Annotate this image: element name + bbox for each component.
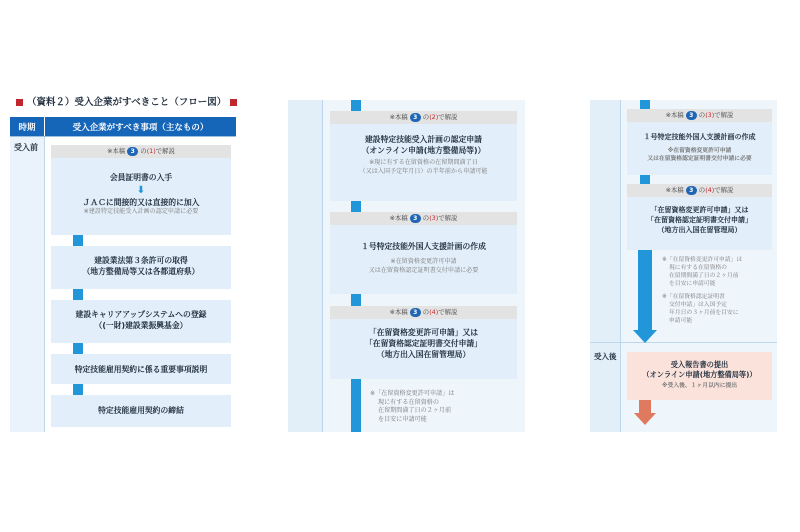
down-arrow-icon bbox=[633, 330, 657, 343]
flow-connector bbox=[73, 289, 83, 300]
step-card-plan-approval: ※本稿 3 の(2)で解説 建設特定技能受入計画の認定申請 （オンライン申請(地方整備局等)） ※現に有する在留資格の在留期間満了日 （又は入国予定年月日）の半年前から申請可能 bbox=[330, 111, 517, 201]
flow-connector bbox=[351, 379, 361, 432]
square-marker-icon bbox=[230, 99, 237, 106]
step-jac-join: ＪＡＣに間接的又は直接的に加入 bbox=[82, 198, 200, 207]
square-marker-icon bbox=[16, 99, 23, 106]
footnote: ※「在留資格認定証明書 交付申請」は入国予定 年月日の３ヶ月前を目安に 申請可能 bbox=[662, 294, 739, 324]
flow-arrow bbox=[638, 250, 652, 330]
step-card-contract: 特定技能雇用契約の締結 bbox=[51, 395, 231, 427]
step-membership-cert: 会員証明書の入手 bbox=[109, 173, 173, 182]
step-card-residence-application: ※本稿 3 の(4)で解説 「在留資格変更許可申請」又は 「在留資格認定証明書交付申請」 （地方出入国在留管理局） bbox=[627, 184, 772, 250]
section-reference: ※本稿 3 の(1)で解説 bbox=[51, 145, 231, 158]
flow-connector bbox=[73, 235, 83, 246]
section-reference: ※本稿 3 の(3)で解説 bbox=[330, 212, 517, 225]
step-card-membership bbox=[51, 145, 231, 235]
period-label-after: 受入後 bbox=[594, 352, 617, 361]
section-reference: ※本稿 3 の(4)で解説 bbox=[330, 306, 517, 319]
period-label-before: 受入前 bbox=[14, 143, 38, 152]
section-reference: ※本稿 3 の(2)で解説 bbox=[330, 111, 517, 124]
period-column bbox=[10, 137, 45, 432]
step-card-support-plan: ※本稿 3 の(3)で解説 １号特定技能外国人支援計画の作成 ※在留資格変更許可申請 又は在留資格認定証明書交付申請に必要 bbox=[627, 109, 772, 175]
step-card-ccus: 建設キャリアアップシステムへの登録 （(一財)建設業振興基金） bbox=[51, 300, 231, 343]
flow-connector bbox=[351, 201, 361, 212]
step-card-explanation: 特定技能雇用契約に係る重要事項説明 bbox=[51, 354, 231, 384]
flow-arrow bbox=[639, 400, 651, 414]
period-header: 時期 bbox=[10, 117, 44, 136]
matters-header: 受入企業がすべき事項（主なもの） bbox=[45, 117, 236, 136]
footnote: ※「在留資格変更許可申請」は 現に有する在留資格の 在留期間満了日の２ヶ月前 を目安に申請可能 bbox=[662, 257, 743, 287]
flow-connector bbox=[640, 100, 650, 109]
step-card-license: 建設業法第３条許可の取得 （地方整備局等又は各都道府県） bbox=[51, 246, 231, 289]
flow-connector bbox=[73, 384, 83, 395]
flow-connector bbox=[351, 294, 361, 306]
step-card-residence-application: ※本稿 3 の(4)で解説 「在留資格変更許可申請」又は 「在留資格認定証明書交付申請」 （地方出入国在留管理局） bbox=[330, 306, 517, 379]
section-reference: ※本稿 3 の(3)で解説 bbox=[627, 109, 772, 122]
page-title: （資料２）受入企業がすべきこと（フロー図） bbox=[12, 94, 241, 108]
flow-connector bbox=[351, 100, 361, 111]
flow-connector bbox=[73, 343, 83, 354]
flow-connector bbox=[640, 175, 650, 184]
section-reference: ※本稿 3 の(4)で解説 bbox=[627, 184, 772, 197]
step-card-support-plan: ※本稿 3 の(3)で解説 １号特定技能外国人支援計画の作成 ※在留資格変更許可申請 又は在留資格認定証明書交付申請に必要 bbox=[330, 212, 517, 294]
footnote: ※「在留資格変更許可申請」は 現に有する在留資格の 在留期間満了日の２ヶ月前 を目安に申請可能 bbox=[370, 390, 455, 423]
down-arrow-icon: ⬇ bbox=[136, 185, 146, 196]
step-card-acceptance-report: 受入報告書の提出 （オンライン申請(地方整備局等)） ※受入後、１ヶ月以内に提出 bbox=[627, 352, 772, 400]
down-arrow-icon bbox=[634, 413, 656, 425]
step-note: ※建設特定技能受入計画の認定申請に必要 bbox=[83, 208, 199, 215]
